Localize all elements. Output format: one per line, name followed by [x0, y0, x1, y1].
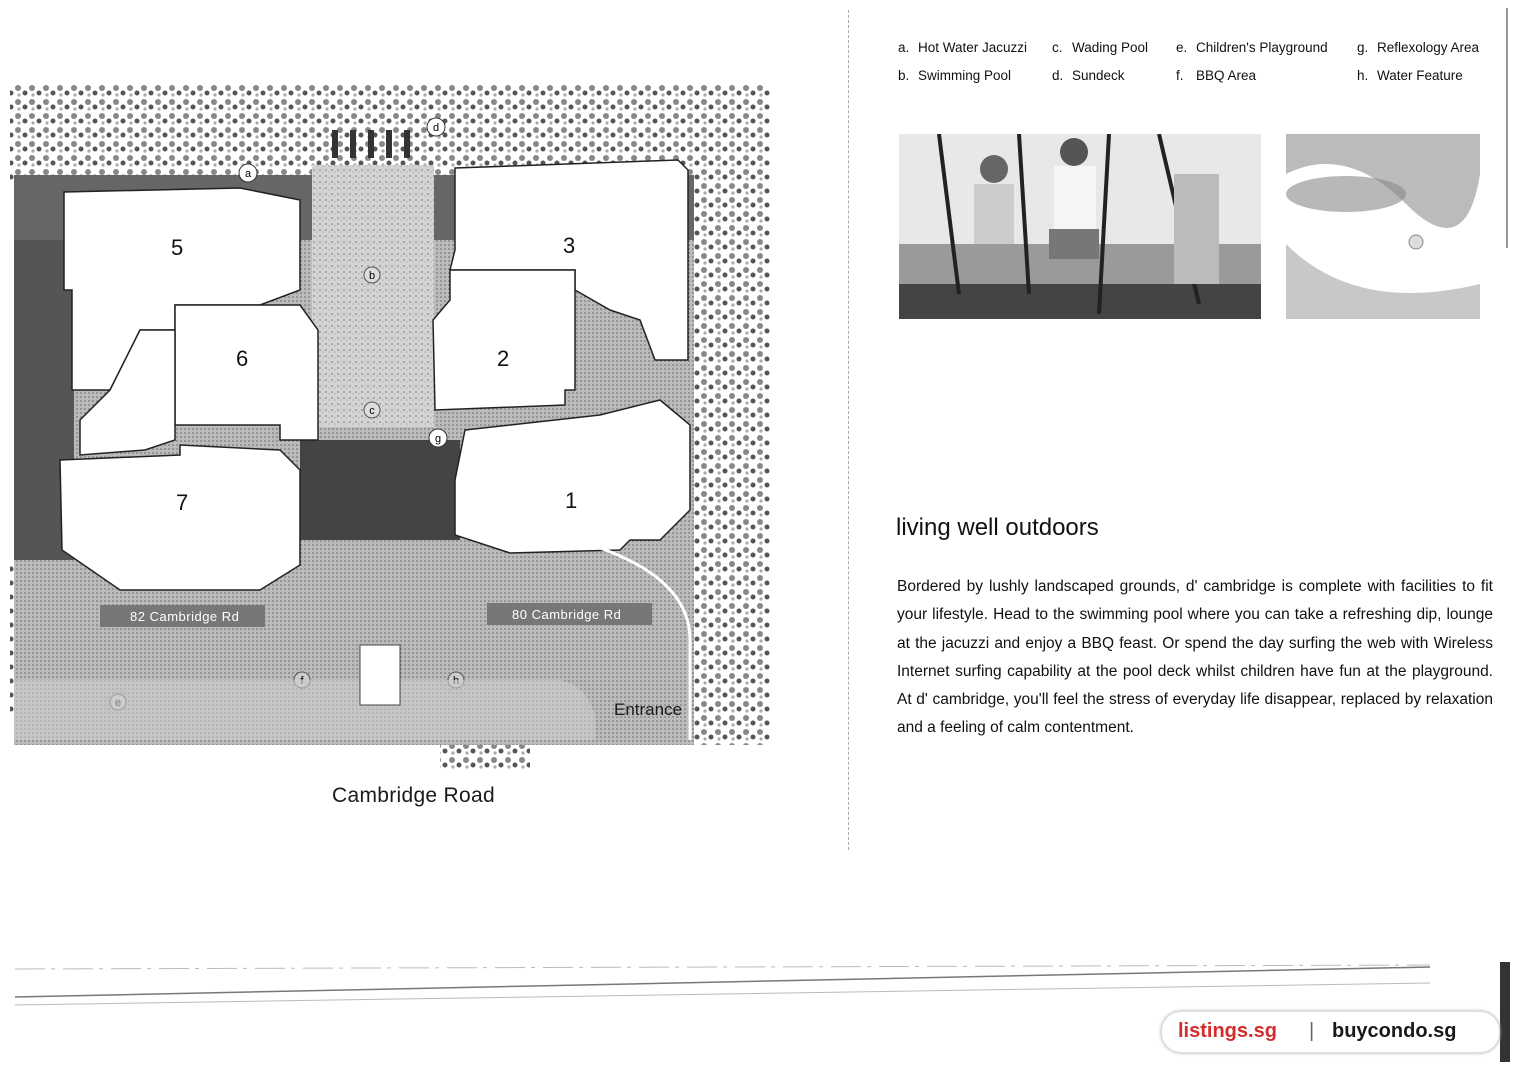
building-6-number: 6	[236, 346, 249, 371]
svg-text:82 Cambridge Rd: 82 Cambridge Rd	[130, 609, 240, 624]
svg-text:b: b	[368, 270, 376, 282]
svg-text:c: c	[369, 405, 375, 417]
legend-item: c. Wading Pool	[1052, 40, 1149, 55]
building-1-number: 1	[565, 488, 578, 513]
legend-item: b. Swimming Pool	[898, 68, 1012, 83]
playground-photo	[899, 134, 1261, 319]
legend-item: d. Sundeck	[1052, 68, 1125, 83]
scan-edge-lines	[0, 955, 1440, 1015]
watermark-buycondo: buycondo.sg	[1332, 1020, 1457, 1042]
building-2-number: 2	[497, 346, 510, 371]
watermark-badge	[1161, 1011, 1500, 1053]
building-7	[60, 445, 300, 590]
site-plan	[0, 0, 850, 850]
legend-item: g. Reflexology Area	[1357, 40, 1480, 55]
svg-text:80 Cambridge Rd: 80 Cambridge Rd	[512, 607, 622, 622]
building-7-number: 7	[176, 490, 189, 515]
building-5-number: 5	[171, 235, 184, 260]
page-edge	[1506, 8, 1508, 248]
scan-edge-bar	[1500, 962, 1510, 1062]
entrance-label: Entrance	[614, 700, 683, 719]
svg-text:g: g	[434, 433, 442, 445]
svg-text:d: d	[432, 122, 440, 134]
watermark-separator: |	[1309, 1020, 1315, 1042]
water-detail-photo	[1286, 134, 1480, 319]
article-heading: living well outdoors	[896, 514, 1099, 541]
legend-item: f. BBQ Area	[1176, 68, 1257, 83]
legend-item: h. Water Feature	[1357, 68, 1463, 83]
watermark-listings: listings.sg	[1178, 1020, 1277, 1042]
article-body: Bordered by lushly landscaped grounds, d' cambridge is complete with facilities to fit your lifestyle. Head to the swimming pool where you can take a refreshing dip, lounge at the jacuzzi and enjoy a BBQ feast. Or spend the day surfing the web with Wireless Internet surfing capability at the pool deck whilst children have fun at the playground. At d' cambridge, you'll feel the stress of everyday life disappear, replaced by relaxation and a feeling of calm contentment.	[897, 578, 1493, 737]
building-6	[175, 305, 318, 440]
building-3-number: 3	[563, 233, 576, 258]
road-label: Cambridge Road	[332, 784, 495, 807]
legend-item: a. Hot Water Jacuzzi	[898, 40, 1028, 55]
swimming-pool	[312, 165, 434, 427]
svg-text:a: a	[244, 168, 252, 180]
legend-item: e. Children's Playground	[1176, 40, 1328, 55]
building-2	[433, 270, 575, 410]
page-fold	[848, 10, 849, 850]
